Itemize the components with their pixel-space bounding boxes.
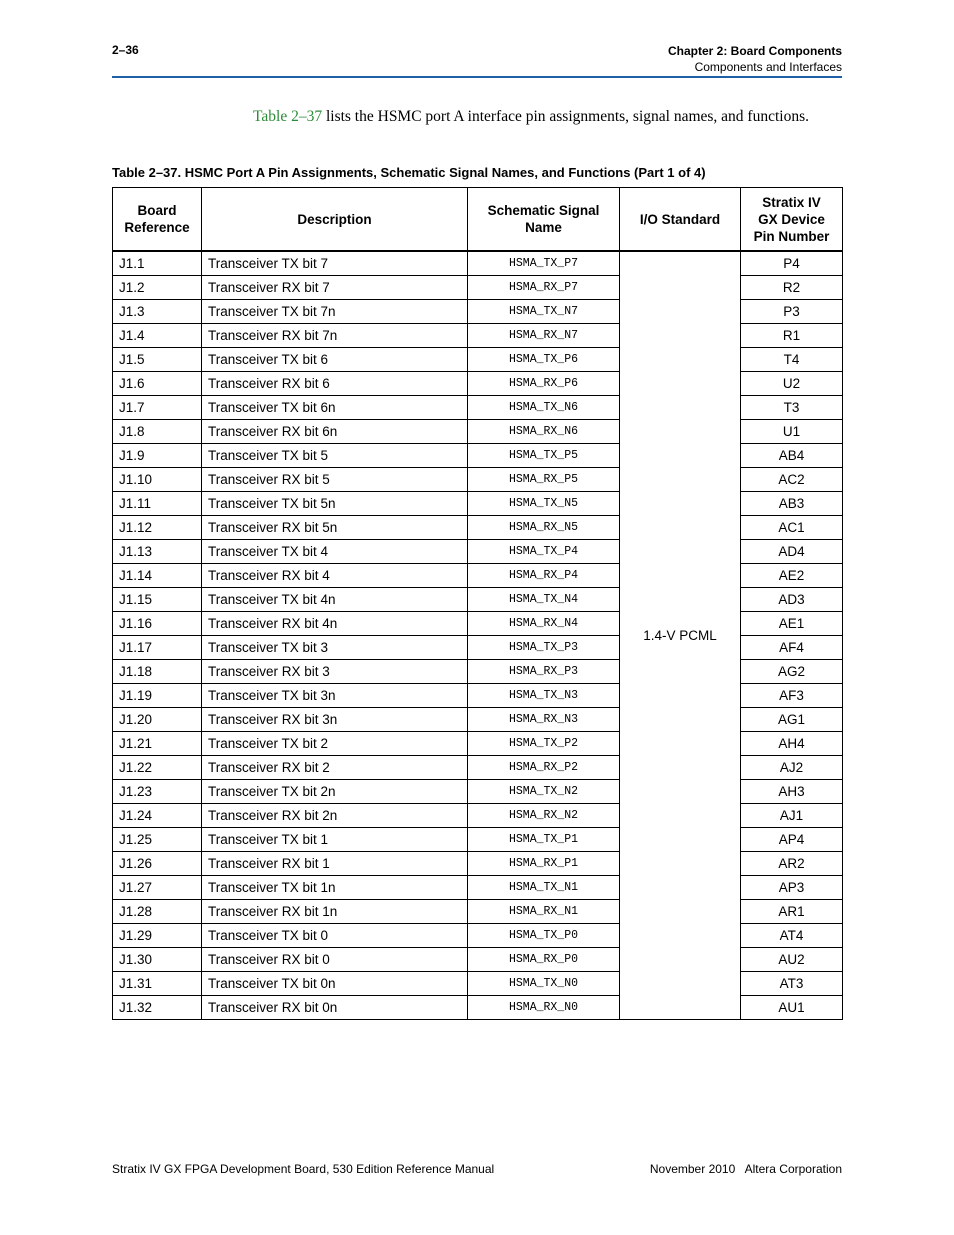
signal-name-cell: HSMA_TX_P4 — [468, 540, 620, 564]
pin-number-cell: AR1 — [741, 900, 843, 924]
pin-number-cell: AC1 — [741, 516, 843, 540]
description-cell: Transceiver TX bit 1 — [202, 828, 468, 852]
signal-name-cell: HSMA_RX_N3 — [468, 708, 620, 732]
description-cell: Transceiver TX bit 2n — [202, 780, 468, 804]
signal-name-cell: HSMA_TX_N5 — [468, 492, 620, 516]
intro-paragraph — [253, 106, 813, 127]
description-cell: Transceiver RX bit 4n — [202, 612, 468, 636]
board-reference-cell: J1.20 — [113, 708, 202, 732]
description-cell: Transceiver RX bit 7n — [202, 324, 468, 348]
board-reference-cell: J1.22 — [113, 756, 202, 780]
board-reference-cell: J1.6 — [113, 372, 202, 396]
board-reference-cell: J1.13 — [113, 540, 202, 564]
signal-name-cell: HSMA_RX_P0 — [468, 948, 620, 972]
board-reference-cell: J1.7 — [113, 396, 202, 420]
signal-name-cell: HSMA_RX_N7 — [468, 324, 620, 348]
pin-number-cell: AU2 — [741, 948, 843, 972]
board-reference-cell: J1.17 — [113, 636, 202, 660]
page-number: 2–36 — [112, 43, 139, 57]
pin-number-cell: AH3 — [741, 780, 843, 804]
board-reference-cell: J1.23 — [113, 780, 202, 804]
description-cell: Transceiver RX bit 5n — [202, 516, 468, 540]
board-reference-cell: J1.18 — [113, 660, 202, 684]
board-reference-cell: J1.25 — [113, 828, 202, 852]
signal-name-cell: HSMA_TX_N7 — [468, 300, 620, 324]
pin-number-cell: U2 — [741, 372, 843, 396]
signal-name-cell: HSMA_TX_N2 — [468, 780, 620, 804]
signal-name-cell: HSMA_RX_N0 — [468, 996, 620, 1020]
board-reference-cell: J1.5 — [113, 348, 202, 372]
signal-name-cell: HSMA_RX_P2 — [468, 756, 620, 780]
description-cell: Transceiver RX bit 2 — [202, 756, 468, 780]
pin-assignment-table — [112, 187, 843, 1020]
board-reference-cell: J1.21 — [113, 732, 202, 756]
signal-name-cell: HSMA_TX_P3 — [468, 636, 620, 660]
header-io-standard: I/O Standard — [620, 188, 741, 252]
description-cell: Transceiver RX bit 4 — [202, 564, 468, 588]
pin-number-cell: AG2 — [741, 660, 843, 684]
header-signal-name: Schematic Signal Name — [468, 188, 620, 252]
pin-number-cell: AT3 — [741, 972, 843, 996]
board-reference-cell: J1.30 — [113, 948, 202, 972]
pin-number-cell: U1 — [741, 420, 843, 444]
pin-number-cell: AT4 — [741, 924, 843, 948]
chapter-title: Chapter 2: Board Components — [667, 44, 842, 58]
pin-number-cell: AJ2 — [741, 756, 843, 780]
signal-name-cell: HSMA_TX_N4 — [468, 588, 620, 612]
signal-name-cell: HSMA_TX_P1 — [468, 828, 620, 852]
footer-manual-title: Stratix IV GX FPGA Development Board, 530 Edition Reference Manual — [112, 1162, 495, 1176]
board-reference-cell: J1.24 — [113, 804, 202, 828]
signal-name-cell: HSMA_RX_P3 — [468, 660, 620, 684]
board-reference-cell: J1.19 — [113, 684, 202, 708]
pin-number-cell: P3 — [741, 300, 843, 324]
footer-right — [650, 1162, 842, 1176]
pin-number-cell: AJ1 — [741, 804, 843, 828]
board-reference-cell: J1.1 — [113, 251, 202, 276]
signal-name-cell: HSMA_TX_P5 — [468, 444, 620, 468]
description-cell: Transceiver TX bit 4n — [202, 588, 468, 612]
description-cell: Transceiver TX bit 7 — [202, 251, 468, 276]
description-cell: Transceiver TX bit 6n — [202, 396, 468, 420]
pin-number-cell: T3 — [741, 396, 843, 420]
board-reference-cell: J1.4 — [113, 324, 202, 348]
description-cell: Transceiver RX bit 0n — [202, 996, 468, 1020]
signal-name-cell: HSMA_RX_N5 — [468, 516, 620, 540]
board-reference-cell: J1.32 — [113, 996, 202, 1020]
description-cell: Transceiver TX bit 1n — [202, 876, 468, 900]
section-title: Components and Interfaces — [694, 60, 842, 74]
pin-number-cell: P4 — [741, 251, 843, 276]
description-cell: Transceiver TX bit 5n — [202, 492, 468, 516]
pin-number-cell: AF4 — [741, 636, 843, 660]
pin-number-cell: AH4 — [741, 732, 843, 756]
pin-number-cell: AR2 — [741, 852, 843, 876]
pin-number-cell: AU1 — [741, 996, 843, 1020]
pin-number-cell: T4 — [741, 348, 843, 372]
signal-name-cell: HSMA_RX_P4 — [468, 564, 620, 588]
pin-number-cell: R1 — [741, 324, 843, 348]
description-cell: Transceiver RX bit 3 — [202, 660, 468, 684]
description-cell: Transceiver RX bit 2n — [202, 804, 468, 828]
table-header-row — [113, 188, 843, 252]
pin-number-cell: AB3 — [741, 492, 843, 516]
signal-name-cell: HSMA_RX_N4 — [468, 612, 620, 636]
description-cell: Transceiver RX bit 6n — [202, 420, 468, 444]
signal-name-cell: HSMA_TX_N1 — [468, 876, 620, 900]
pin-number-cell: AG1 — [741, 708, 843, 732]
description-cell: Transceiver TX bit 3 — [202, 636, 468, 660]
description-cell: Transceiver RX bit 3n — [202, 708, 468, 732]
description-cell: Transceiver RX bit 7 — [202, 276, 468, 300]
pin-number-cell: AE1 — [741, 612, 843, 636]
board-reference-cell: J1.28 — [113, 900, 202, 924]
board-reference-cell: J1.31 — [113, 972, 202, 996]
board-reference-cell: J1.8 — [113, 420, 202, 444]
board-reference-cell: J1.12 — [113, 516, 202, 540]
pin-number-cell: AF3 — [741, 684, 843, 708]
signal-name-cell: HSMA_TX_P2 — [468, 732, 620, 756]
table-caption: Table 2–37. HSMC Port A Pin Assignments, Schematic Signal Names, and Functions (Part 1 of 4) — [112, 165, 706, 180]
board-reference-cell: J1.16 — [113, 612, 202, 636]
board-reference-cell: J1.3 — [113, 300, 202, 324]
board-reference-cell: J1.29 — [113, 924, 202, 948]
board-reference-cell: J1.14 — [113, 564, 202, 588]
footer-company: Altera Corporation — [744, 1162, 842, 1176]
signal-name-cell: HSMA_RX_P6 — [468, 372, 620, 396]
pin-number-cell: R2 — [741, 276, 843, 300]
description-cell: Transceiver RX bit 1n — [202, 900, 468, 924]
description-cell: Transceiver RX bit 0 — [202, 948, 468, 972]
table-row — [113, 251, 843, 276]
table-body — [113, 251, 843, 1020]
footer-date: November 2010 — [649, 1162, 736, 1176]
signal-name-cell: HSMA_TX_N0 — [468, 972, 620, 996]
description-cell: Transceiver TX bit 0 — [202, 924, 468, 948]
header-pin-number: Stratix IV GX Device Pin Number — [741, 188, 843, 252]
table-cross-reference-link[interactable]: Table 2–37 — [253, 108, 323, 125]
description-cell: Transceiver TX bit 0n — [202, 972, 468, 996]
board-reference-cell: J1.10 — [113, 468, 202, 492]
signal-name-cell: HSMA_RX_N2 — [468, 804, 620, 828]
description-cell: Transceiver RX bit 1 — [202, 852, 468, 876]
signal-name-cell: HSMA_RX_P1 — [468, 852, 620, 876]
board-reference-cell: J1.11 — [113, 492, 202, 516]
board-reference-cell: J1.27 — [113, 876, 202, 900]
signal-name-cell: HSMA_RX_N6 — [468, 420, 620, 444]
pin-number-cell: AD3 — [741, 588, 843, 612]
pin-number-cell: AP4 — [741, 828, 843, 852]
description-cell: Transceiver RX bit 5 — [202, 468, 468, 492]
pin-number-cell: AE2 — [741, 564, 843, 588]
description-cell: Transceiver TX bit 2 — [202, 732, 468, 756]
signal-name-cell: HSMA_RX_P5 — [468, 468, 620, 492]
pin-number-cell: AD4 — [741, 540, 843, 564]
header-rule — [112, 76, 842, 78]
header-description: Description — [202, 188, 468, 252]
board-reference-cell: J1.2 — [113, 276, 202, 300]
description-cell: Transceiver RX bit 6 — [202, 372, 468, 396]
signal-name-cell: HSMA_TX_P7 — [468, 251, 620, 276]
board-reference-cell: J1.26 — [113, 852, 202, 876]
intro-text: lists the HSMC port A interface pin assignments, signal names, and functions. — [322, 108, 809, 125]
description-cell: Transceiver TX bit 7n — [202, 300, 468, 324]
signal-name-cell: HSMA_RX_P7 — [468, 276, 620, 300]
signal-name-cell: HSMA_RX_N1 — [468, 900, 620, 924]
signal-name-cell: HSMA_TX_P0 — [468, 924, 620, 948]
pin-number-cell: AC2 — [741, 468, 843, 492]
description-cell: Transceiver TX bit 4 — [202, 540, 468, 564]
description-cell: Transceiver TX bit 5 — [202, 444, 468, 468]
description-cell: Transceiver TX bit 3n — [202, 684, 468, 708]
description-cell: Transceiver TX bit 6 — [202, 348, 468, 372]
signal-name-cell: HSMA_TX_P6 — [468, 348, 620, 372]
pin-number-cell: AB4 — [741, 444, 843, 468]
board-reference-cell: J1.15 — [113, 588, 202, 612]
header-board-reference: Board Reference — [113, 188, 202, 252]
io-standard-cell: 1.4-V PCML — [620, 251, 741, 1020]
running-header — [668, 43, 842, 75]
pin-number-cell: AP3 — [741, 876, 843, 900]
board-reference-cell: J1.9 — [113, 444, 202, 468]
signal-name-cell: HSMA_TX_N6 — [468, 396, 620, 420]
signal-name-cell: HSMA_TX_N3 — [468, 684, 620, 708]
